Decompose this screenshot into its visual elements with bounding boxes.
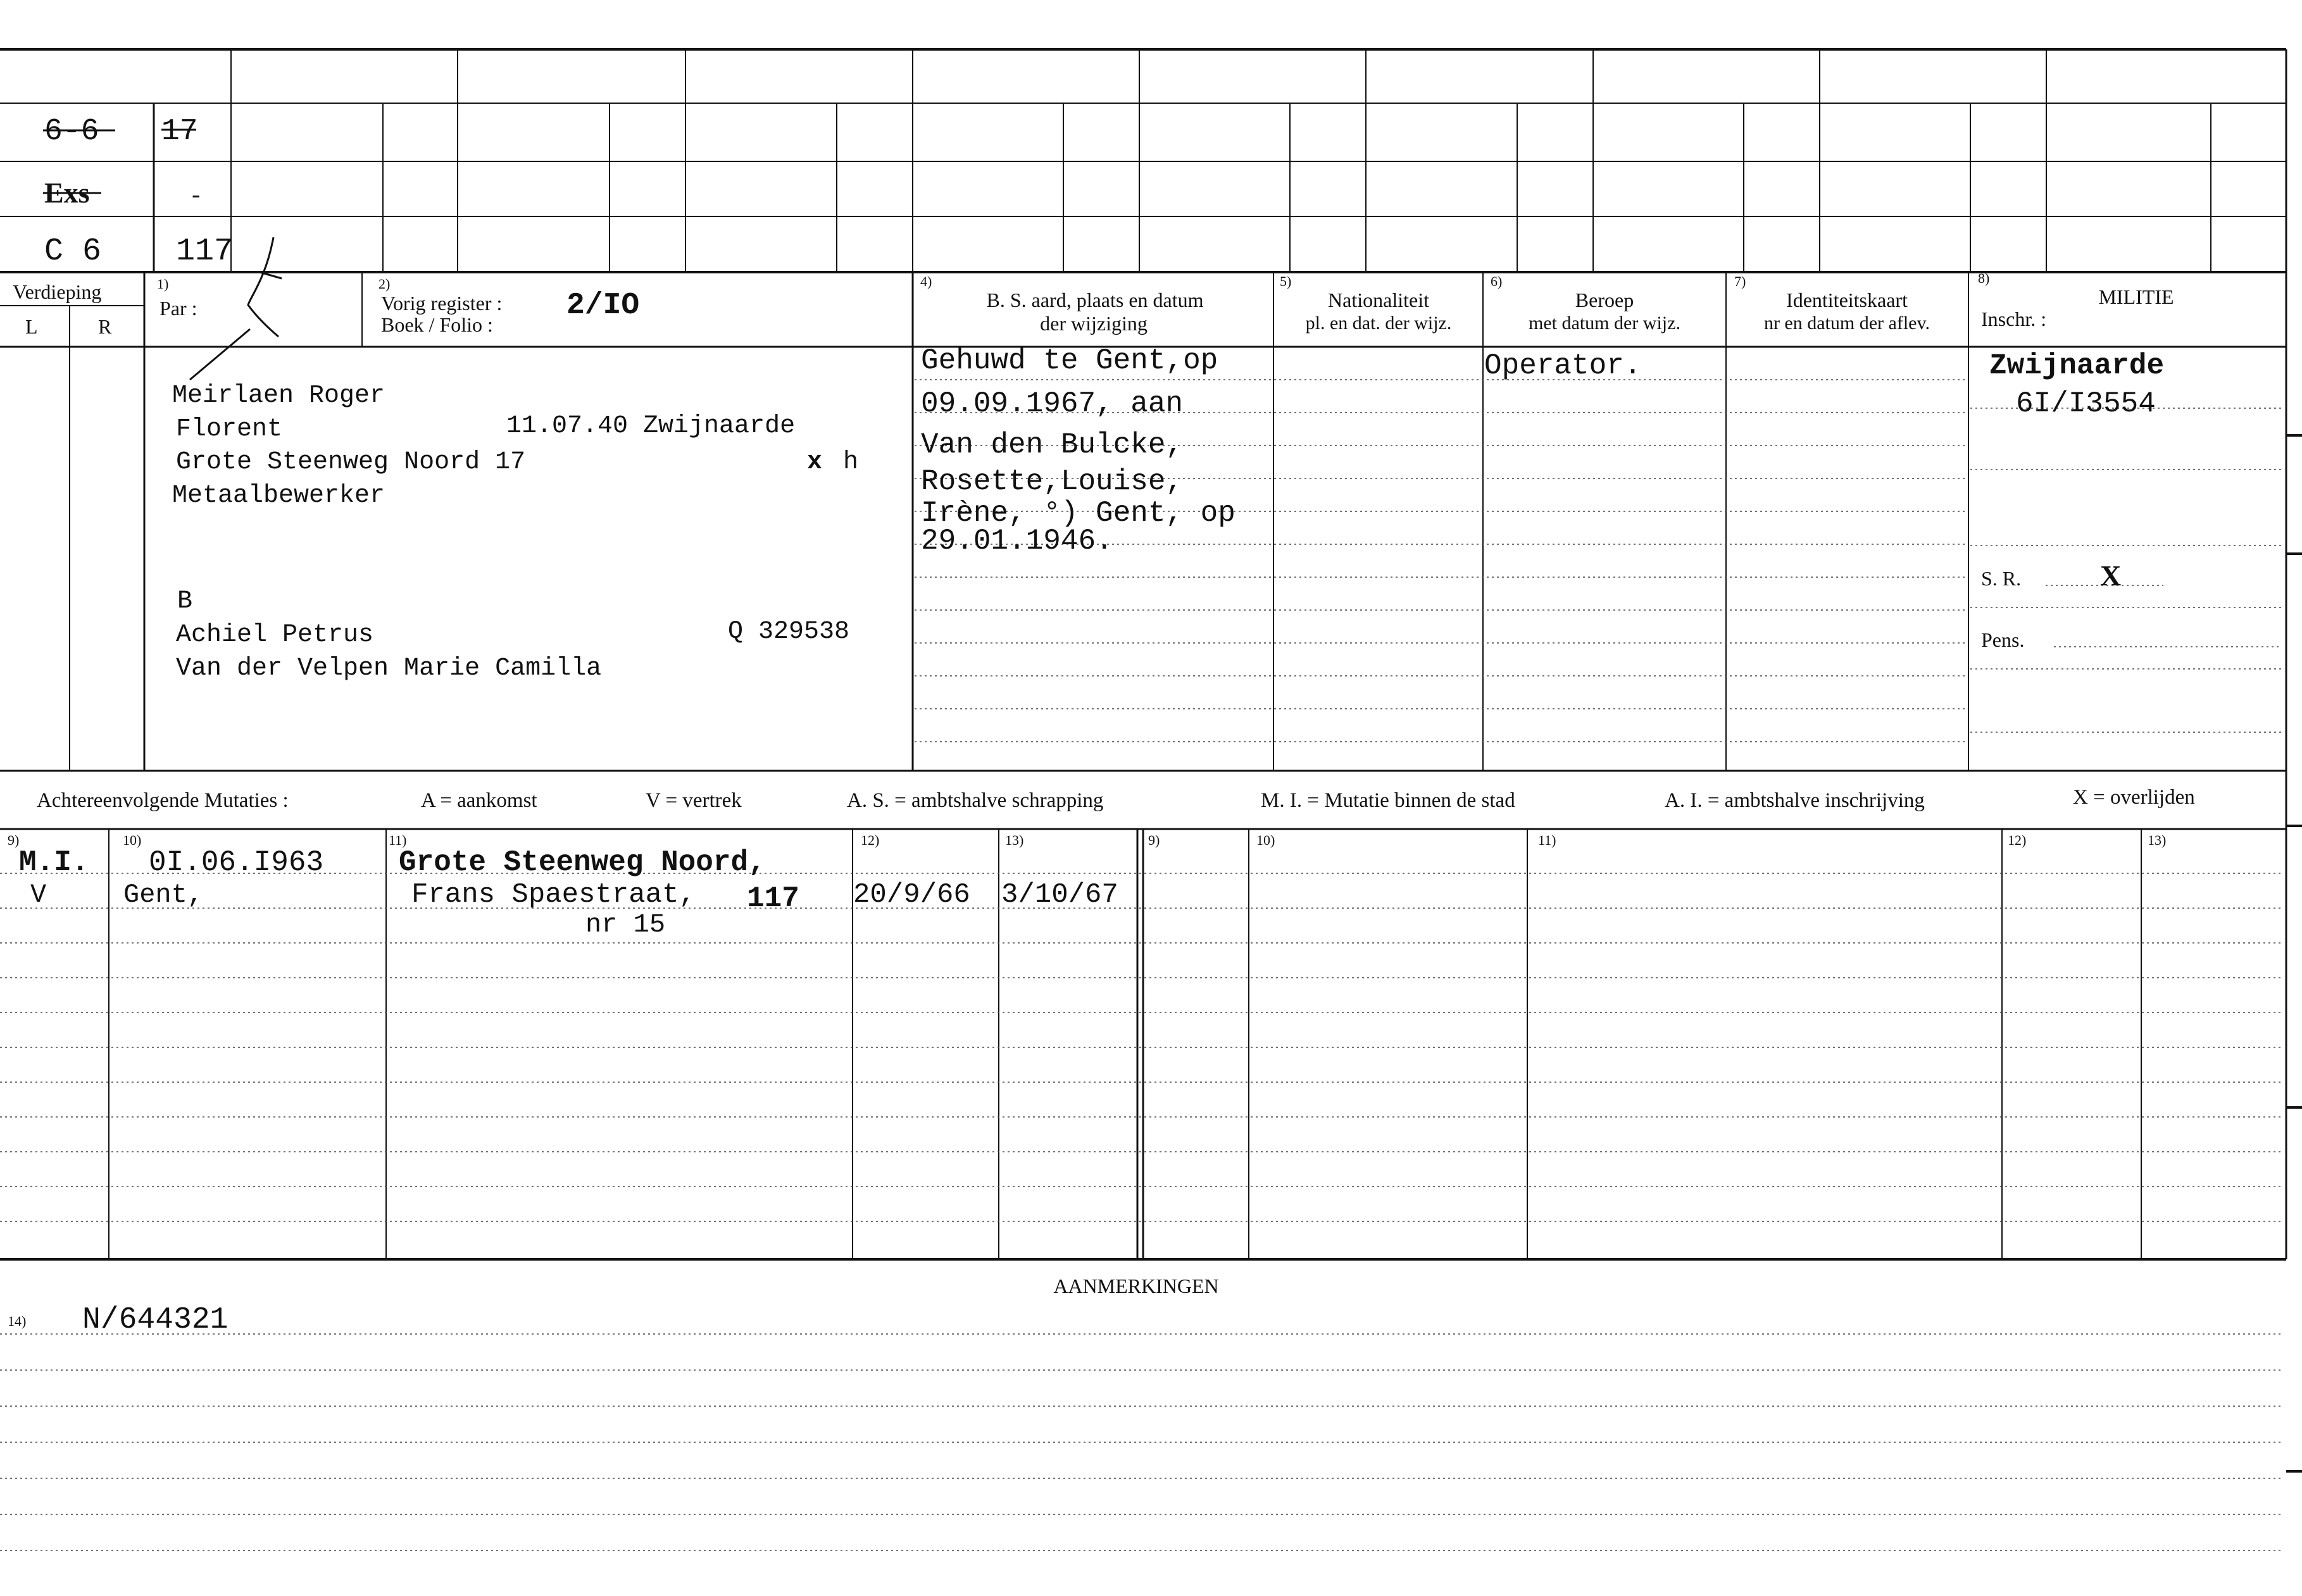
person-occupation: Metaalbewerker <box>172 482 385 510</box>
mut-row2-place: Gent, <box>123 880 204 910</box>
mut-col12-num: 12) <box>861 832 880 848</box>
top-code-row3: C 6 <box>44 234 102 270</box>
aanmerkingen-value: N/644321 <box>82 1303 228 1337</box>
legend-as: A. S. = ambtshalve schrapping <box>847 789 1104 812</box>
boek-folio-label: Boek / Folio : <box>381 313 493 336</box>
militie-place: Zwijnaarde <box>1989 349 2165 382</box>
vorig-register-value: 2/IO <box>566 289 640 323</box>
top-num-row2: - <box>192 180 201 208</box>
col6-num: 6) <box>1491 273 1503 289</box>
mutaties-title: Achtereenvolgende Mutaties : <box>37 789 289 812</box>
sr-label: S. R. <box>1981 567 2022 590</box>
mut-row2-col13: 3/10/67 <box>1001 879 1118 911</box>
bs-entry: 29.01.1946. <box>921 525 1113 558</box>
bs-entry: Rosette,Louise, <box>921 465 1184 498</box>
identiteit-label: Identiteitskaart <box>1786 289 1908 311</box>
person-sex-mark: x <box>807 448 823 477</box>
mut-col12-num-right: 12) <box>2008 832 2027 848</box>
nationaliteit-label: Nationaliteit <box>1328 289 1429 311</box>
sr-value: X <box>2100 559 2122 592</box>
bs-entries <box>921 344 1235 558</box>
mut-row2-addr: Frans Spaestraat, <box>411 879 696 911</box>
top-code-row2: Exs <box>44 177 90 209</box>
nationaliteit-label-2: pl. en dat. der wijz. <box>1305 313 1452 334</box>
legend-v: V = vertrek <box>646 789 742 812</box>
col4-num: 4) <box>920 273 932 289</box>
aanmerkingen-num: 14) <box>8 1313 27 1329</box>
beroep-label: Beroep <box>1575 289 1634 311</box>
person-sex: h <box>843 448 859 477</box>
verdieping-l: L <box>25 315 38 338</box>
aanmerkingen-title: AANMERKINGEN <box>1053 1275 1219 1297</box>
mut-col13-num-right: 13) <box>2148 832 2167 848</box>
mut-col9-num: 9) <box>8 832 20 848</box>
mut-col10-num-right: 10) <box>1256 832 1275 848</box>
par-label: Par : <box>160 297 197 320</box>
legend-ai: A. I. = ambtshalve inschrijving <box>1665 789 1925 812</box>
mut-col9-num-right: 9) <box>1148 832 1160 848</box>
person-father: Achiel Petrus <box>176 621 374 649</box>
bs-entry: Van den Bulcke, <box>921 428 1184 461</box>
mut-row1-addr: Grote Steenweg Noord, <box>399 846 766 879</box>
militie-number: 6I/I3554 <box>2016 387 2156 420</box>
beroep-value: Operator. <box>1484 349 1642 382</box>
legend-x: X = overlijden <box>2073 786 2195 809</box>
top-num-row3: 117 <box>176 234 234 270</box>
pens-label: Pens. <box>1981 628 2025 651</box>
col1-num: 1) <box>157 276 169 292</box>
person-code: Q 329538 <box>728 618 850 646</box>
mut-col10-num: 10) <box>123 832 142 848</box>
col5-num: 5) <box>1280 273 1292 289</box>
col2-num: 2) <box>378 276 391 292</box>
mut-row2-col12: 20/9/66 <box>853 879 970 911</box>
verdieping-r: R <box>98 315 112 338</box>
mut-row1-date: 0I.06.I963 <box>149 846 324 879</box>
mut-col11-num-right: 11) <box>1538 832 1556 848</box>
militie-label: MILITIE <box>2098 285 2174 308</box>
verdieping-label: Verdieping <box>13 280 102 303</box>
vorig-register-label: Vorig register : <box>381 292 503 315</box>
col7-num: 7) <box>1734 273 1746 289</box>
col8-num: 8) <box>1978 270 1990 286</box>
legend-a: A = aankomst <box>421 789 537 812</box>
top-num-row1: 17 <box>161 115 198 149</box>
mut-row3-addr: nr 15 <box>585 909 666 940</box>
mut-col11-num: 11) <box>389 832 407 848</box>
mut-row2-type: V <box>30 880 47 910</box>
bs-aard-label-2: der wijziging <box>1040 312 1148 335</box>
person-birth: 11.07.40 Zwijnaarde <box>506 412 796 440</box>
mut-row1-type: M.I. <box>19 846 89 879</box>
person-address: Grote Steenweg Noord 17 <box>176 448 526 477</box>
person-firstname: Florent <box>176 415 283 444</box>
bs-entry: Gehuwd te Gent,op <box>921 344 1218 377</box>
bs-entry: Irène, °) Gent, op <box>921 497 1235 530</box>
top-code-row1: 6-6 <box>44 115 99 149</box>
person-b-label: B <box>177 587 193 616</box>
mut-col13-num: 13) <box>1005 832 1024 848</box>
bs-aard-label: B. S. aard, plaats en datum <box>986 289 1204 311</box>
inschr-label: Inschr. : <box>1981 308 2047 330</box>
mut-row2-num: 117 <box>747 882 799 915</box>
beroep-label-2: met datum der wijz. <box>1529 313 1680 334</box>
legend-mi: M. I. = Mutatie binnen de stad <box>1261 789 1515 812</box>
identiteit-label-2: nr en datum der aflev. <box>1763 313 1930 334</box>
bs-entry: 09.09.1967, aan <box>921 387 1184 420</box>
person-mother: Van der Velpen Marie Camilla <box>176 654 602 683</box>
person-name: Meirlaen Roger <box>172 382 385 410</box>
